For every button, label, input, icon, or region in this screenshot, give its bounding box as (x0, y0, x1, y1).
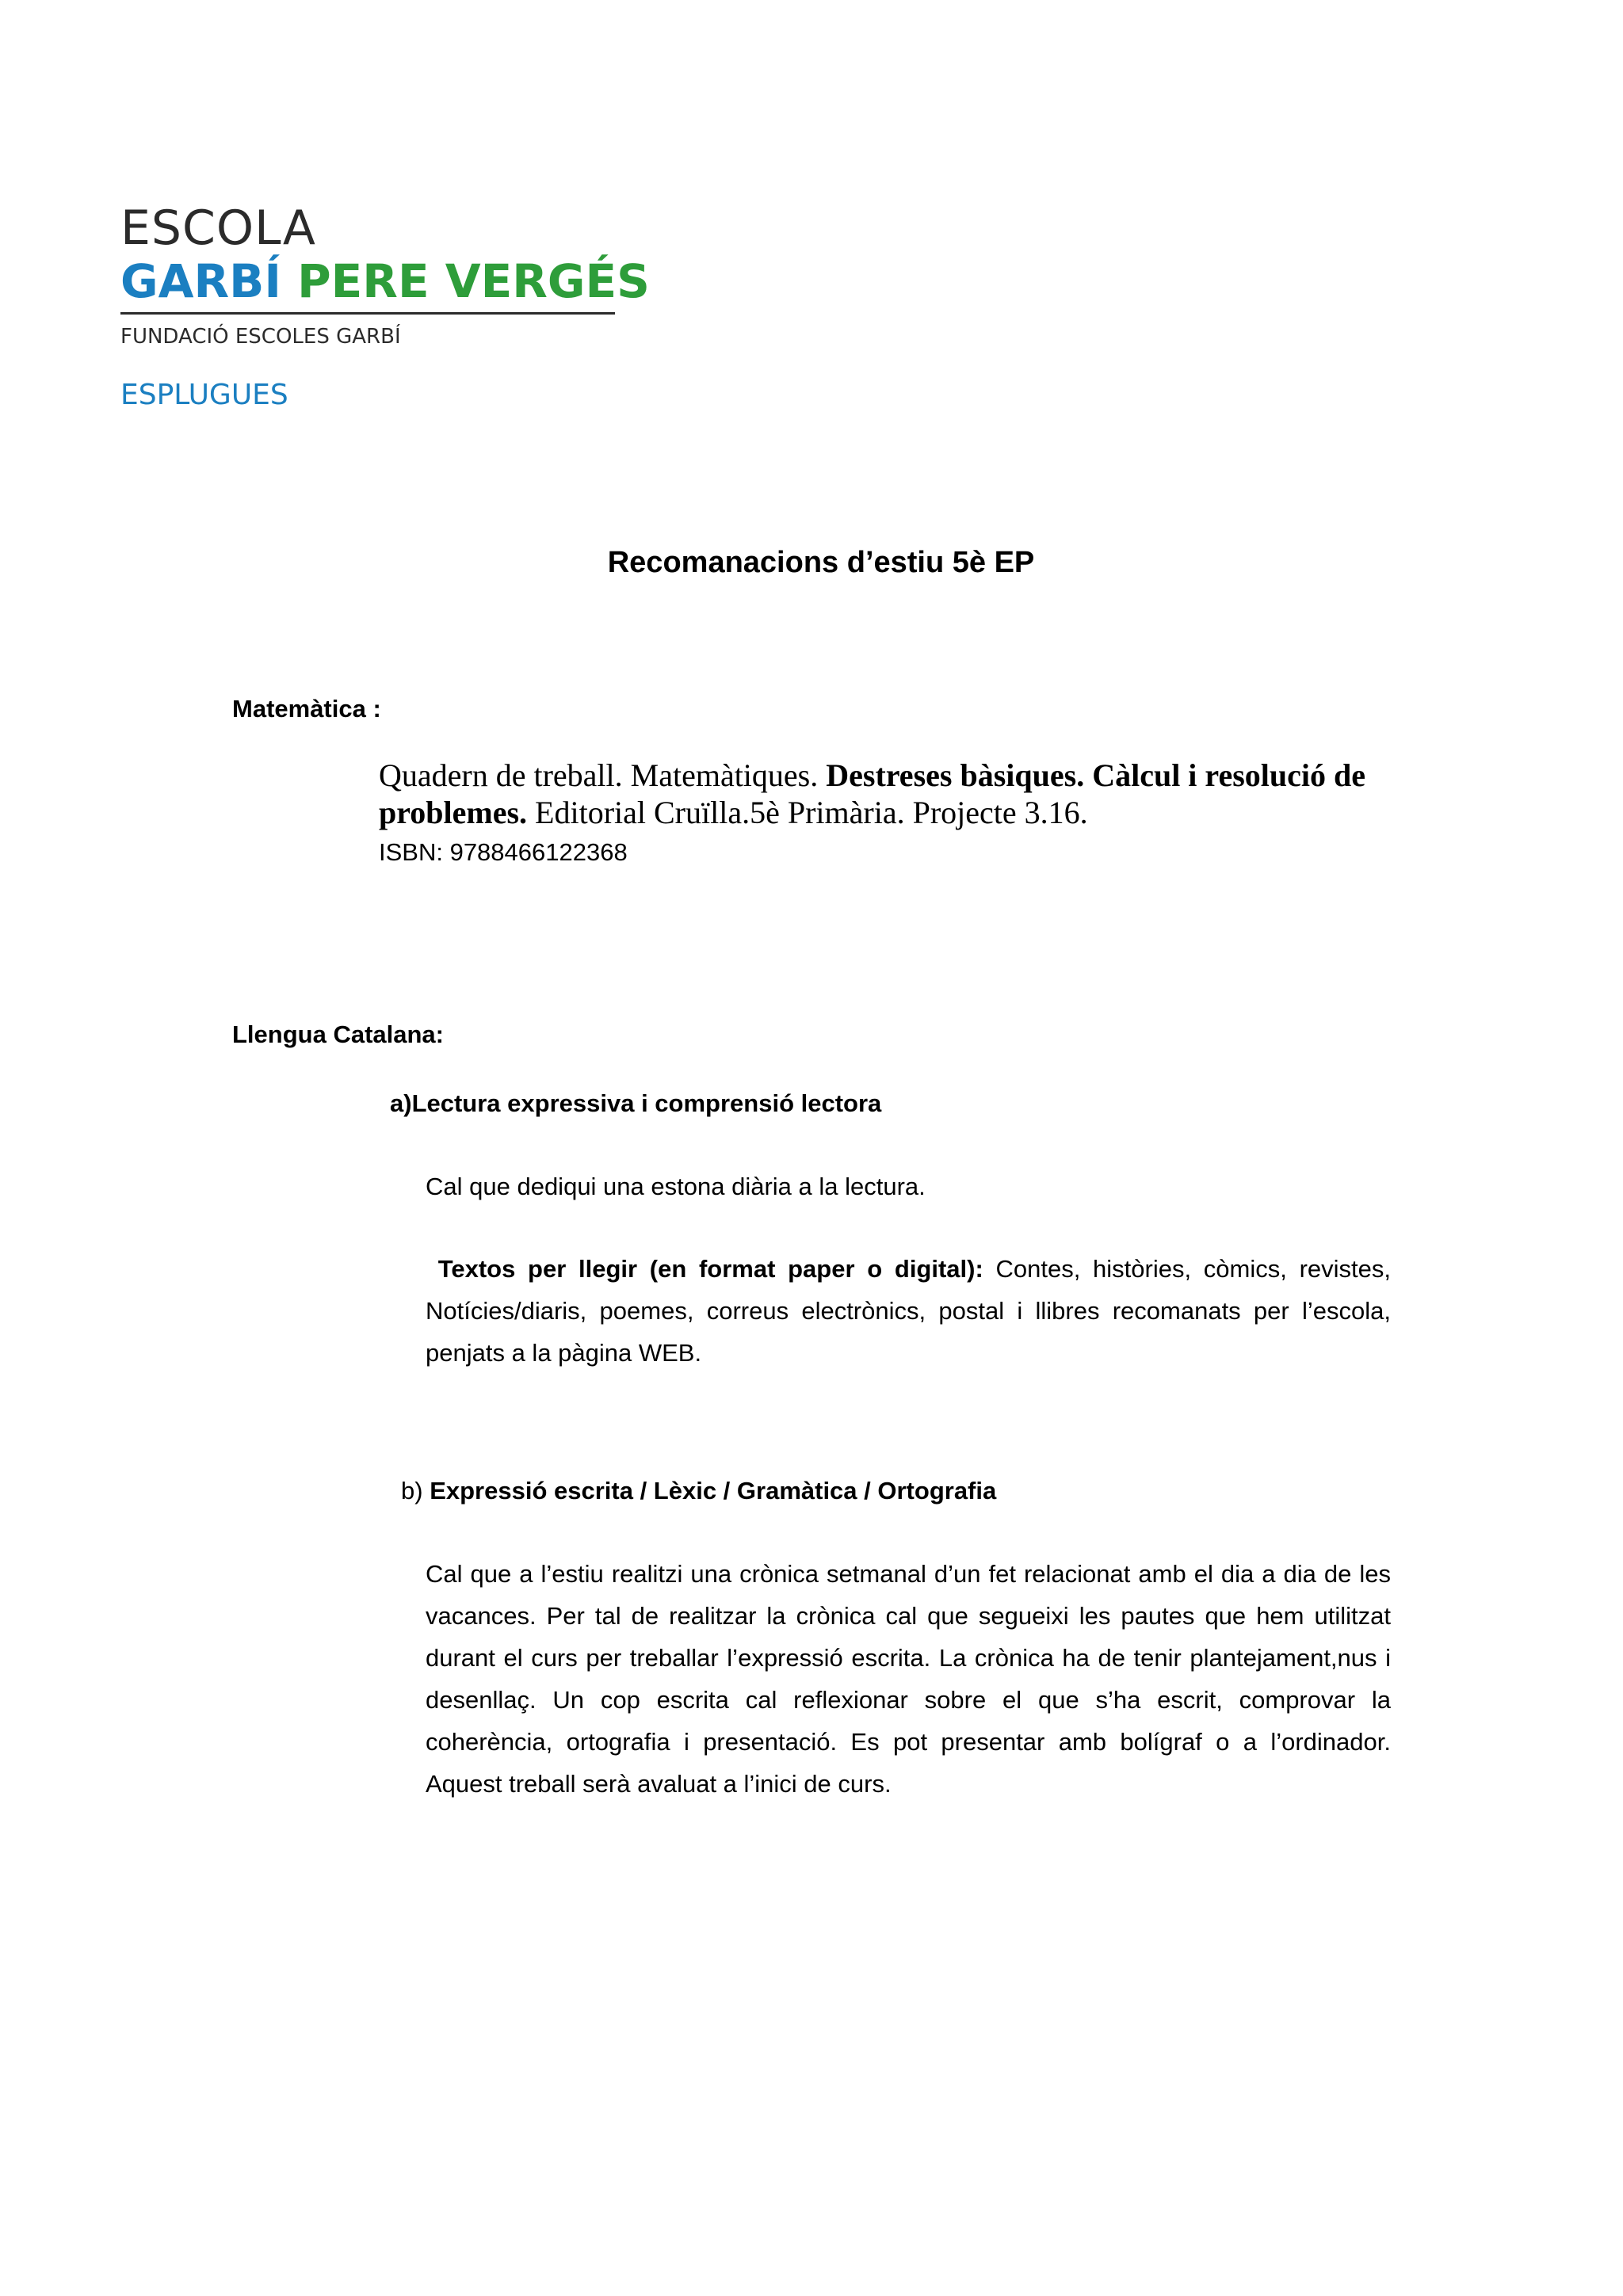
math-book-description (379, 757, 1377, 831)
math-text-part1: Quadern de treball. Matemàtiques. (379, 757, 827, 793)
catalan-section-b-heading (401, 1475, 996, 1507)
catalan-b-prefix: b) (401, 1477, 430, 1505)
logo-name-pere-verges: PERE VERGÉS (297, 254, 650, 308)
catalan-section-a-heading: a)Lectura expressiva i comprensió lectora (390, 1089, 882, 1117)
catalan-a-paragraph-1: Cal que dediqui una estona diària a la lectura. (426, 1173, 926, 1200)
math-text-bold: Destreses bàsiques. Càlcul i resolució de problemes. (379, 757, 1365, 830)
logo-name-garbi: GARBÍ (120, 254, 281, 308)
catalan-a-paragraph-2-bold (426, 1255, 983, 1283)
catalan-b-title: Expressió escrita / Lèxic / Gramàtica / Ortografia (430, 1477, 997, 1505)
catalan-a-paragraph-2-rest: Contes, històries, còmics, revistes, Notícies/diaris, poemes, correus electrònics, postal i llibres recomanats per l’escola, penjats a la pàgina WEB. (426, 1255, 1391, 1367)
catalan-texts-label: Textos per llegir (en format paper o digital): (437, 1255, 983, 1283)
logo-school-word: ESCOLA (120, 200, 316, 256)
catalan-b-paragraph: Cal que a l’estiu realitzi una crònica setmanal d’un fet relacionat amb el dia a dia de les vacances. Per tal de realitzar la crònica cal que segueixi les pautes que hem utilitzat durant el curs per treballar l’expressió escrita. La crònica ha de tenir plantejament,nus i desenllaç. Un cop escrita cal reflexionar sobre el que s’ha escrit, comprovar la coherència, ortografia i presentació. Es pot presentar amb bolígraf o a l’ordinador. Aquest treball serà avaluat a l’inici de curs. (426, 1560, 1391, 1798)
math-isbn: ISBN: 9788466122368 (379, 838, 628, 866)
school-logo (120, 200, 650, 420)
page-title: Recomanacions d’estiu 5è EP (607, 546, 1035, 579)
logo-school-name (120, 255, 650, 307)
logo-city: ESPLUGUES (120, 379, 288, 411)
math-text-part2: Editorial Cruïlla.5è Primària. Projecte 3.16. (527, 795, 1088, 830)
math-heading: Matemàtica : (232, 695, 381, 723)
catalan-a-paragraph-2 (426, 1248, 1391, 1374)
logo-foundation: FUNDACIÓ ESCOLES GARBÍ (120, 325, 401, 349)
catalan-heading: Llengua Catalana: (232, 1020, 444, 1048)
logo-divider (120, 312, 615, 315)
